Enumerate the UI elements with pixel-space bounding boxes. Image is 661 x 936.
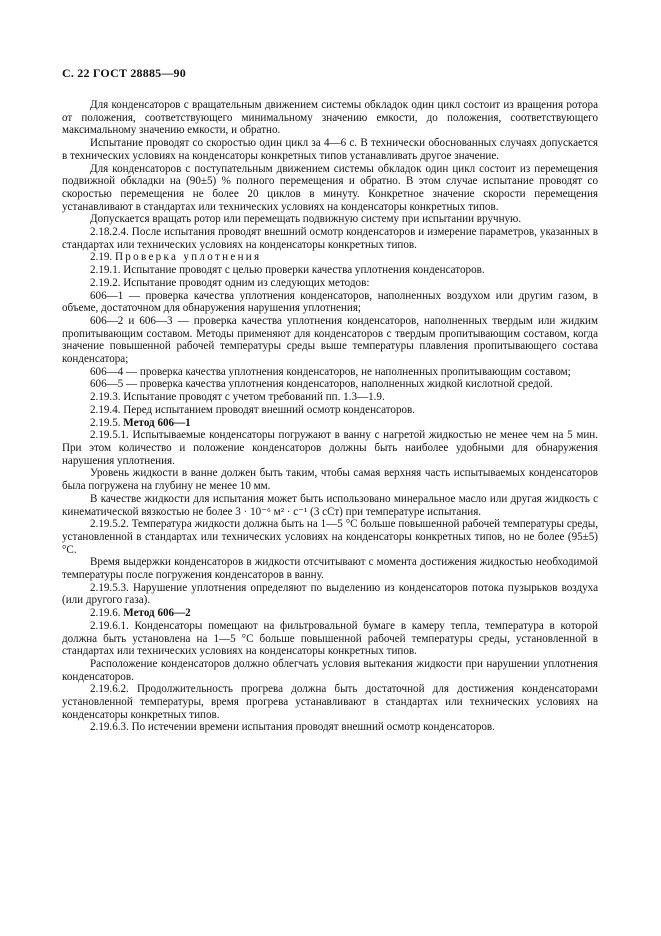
section-number: 2.19. [90, 251, 115, 264]
page-header [62, 66, 186, 81]
paragraph-2-19-5-3: 2.19.5.3. Нарушение уплотнения определяют по выделению из конденсаторов потока пузырьков воздуха (или другого газа). [62, 581, 598, 607]
paragraph-2-19-1: 2.19.1. Испытание проводят с целью проверки качества уплотнения конденсаторов. [90, 264, 485, 277]
paragraph-method-606-2-3: 606—2 и 606—3 — проверка качества уплотнения конденсаторов, наполненных твердым или жидким пропитывающим составом. Методы применяют для конденсаторов с твердым пропитывающим составом, когда значение повышенной рабочей температуры среды выше температуры плавления пропитывающего состава конденсатора; [62, 314, 598, 366]
subheading-number: 2.19.6. [90, 607, 124, 620]
paragraph-2-19-5-1: 2.19.5.1. Испытываемые конденсаторы погружают в ванну с нагретой жидкостью не менее чем на 5 мин. При этом количество и положение конденсаторов должны быть наиболее удобными для обнаружения нарушения уплотнения. [62, 429, 598, 467]
paragraph-2-19-6-2: 2.19.6.2. Продолжительность прогрева должна быть достаточной для достижения конденсаторами установленной температуры, время прогрева устанавливают в стандартах или технических условиях на конденсаторы конкретных типов. [62, 683, 598, 721]
paragraph-liquid-type: В качестве жидкости для испытания может быть использовано минеральное масло или другая жидкость с кинематической вязкостью не более 3 · 10⁻⁶ м² · с⁻¹ (3 сСт) при температуре испытания. [62, 492, 598, 518]
paragraph-2-19-2: 2.19.2. Испытание проводят одним из следующих методов: [90, 276, 370, 289]
paragraph-exposure-time: Время выдержки конденсаторов в жидкости отсчитывают с момента достижения жидкостью необходимой температуры после погружения конденсаторов в ванну. [62, 556, 598, 582]
paragraph-linear-cycle: Для конденсаторов с поступательным движением системы обкладок один цикл состоит из перемещения подвижной обкладки на (90±5) % полного перемещения и обратно. В этом случае испытание проводят со скоростью перемещения не более 20 циклов в минуту. Конкретное значение скорости перемещения устанавливают в стандартах или технических условиях на конденсаторы конкретных типов. [62, 162, 598, 213]
subheading-2-19-5 [62, 417, 598, 430]
section-title: Проверка уплотнения [114, 251, 262, 264]
page-header-title: С. 22 ГОСТ 28885—90 [62, 66, 186, 80]
paragraph-liquid-level: Уровень жидкости в ванне должен быть таким, чтобы самая верхняя часть испытываемых конденсаторов была погружена на глубину не менее 10 мм. [62, 467, 598, 493]
paragraph-method-606-5: 606—5 — проверка качества уплотнения конденсаторов, наполненных жидкой кислотной средой. [90, 378, 553, 391]
subheading-method: Метод 606—2 [123, 607, 191, 620]
paragraph-2-19-6-3: 2.19.6.3. По истечении времени испытания проводят внешний осмотр конденсаторов. [90, 721, 495, 734]
paragraph-placement: Расположение конденсаторов должно облегчать условия вытекания жидкости при нарушении уплотнения конденсаторов. [62, 657, 598, 683]
document-body [62, 99, 598, 734]
paragraph-2-19-3: 2.19.3. Испытание проводят с учетом требований пп. 1.3—1.9. [90, 391, 385, 404]
subheading-number: 2.19.5. [90, 416, 124, 429]
paragraph-method-606-4: 606—4 — проверка качества уплотнения конденсаторов, не наполненных пропитывающим составом; [90, 365, 571, 378]
paragraph-2-19-6-1: 2.19.6.1. Конденсаторы помещают на фильтровальной бумаге в камеру тепла, температура в которой должна быть установлена на 1—5 °С больше повышенной рабочей температуры среды, установленной в стандартах или технических условиях на конденсаторы конкретных типов. [62, 619, 598, 658]
paragraph-method-606-1: 606—1 — проверка качества уплотнения конденсаторов, наполненных воздухом или другим газом, в объеме, достаточном для обнаружения нарушения уплотнения; [62, 289, 598, 315]
paragraph-2-18-2-4: 2.18.2.4. После испытания проводят внешний осмотр конденсаторов и измерение параметров, указанных в стандартах или технических условиях на конденсаторы конкретных типов. [62, 226, 598, 251]
section-heading-2-19 [62, 251, 598, 264]
paragraph-manual-allowed: Допускается вращать ротор или перемещать подвижную систему при испытании вручную. [90, 213, 522, 226]
paragraph-rotary-speed: Испытание проводят со скоростью один цикл за 4—6 с. В технически обоснованных случаях допускается в технических условиях на конденсаторы конкретных типов устанавливать другое значение. [62, 137, 598, 162]
paragraph-2-19-4: 2.19.4. Перед испытанием проводят внешний осмотр конденсаторов. [90, 403, 416, 416]
subheading-method: Метод 606—1 [123, 416, 191, 429]
subheading-2-19-6 [62, 607, 598, 620]
paragraph-2-19-5-2: 2.19.5.2. Температура жидкости должна быть на 1—5 °С больше повышенной рабочей температуры среды, установленной в стандартах или технических условиях на конденсаторы конкретных типов, но не более (95±5) °С. [62, 518, 598, 556]
paragraph-rotary-cycle: Для конденсаторов с вращательным движением системы обкладок один цикл состоит из вращения ротора от положения, соответствующего минимальному значению емкости, до положения, соответствующего максимальному значению емкости, и обратно. [62, 99, 598, 137]
